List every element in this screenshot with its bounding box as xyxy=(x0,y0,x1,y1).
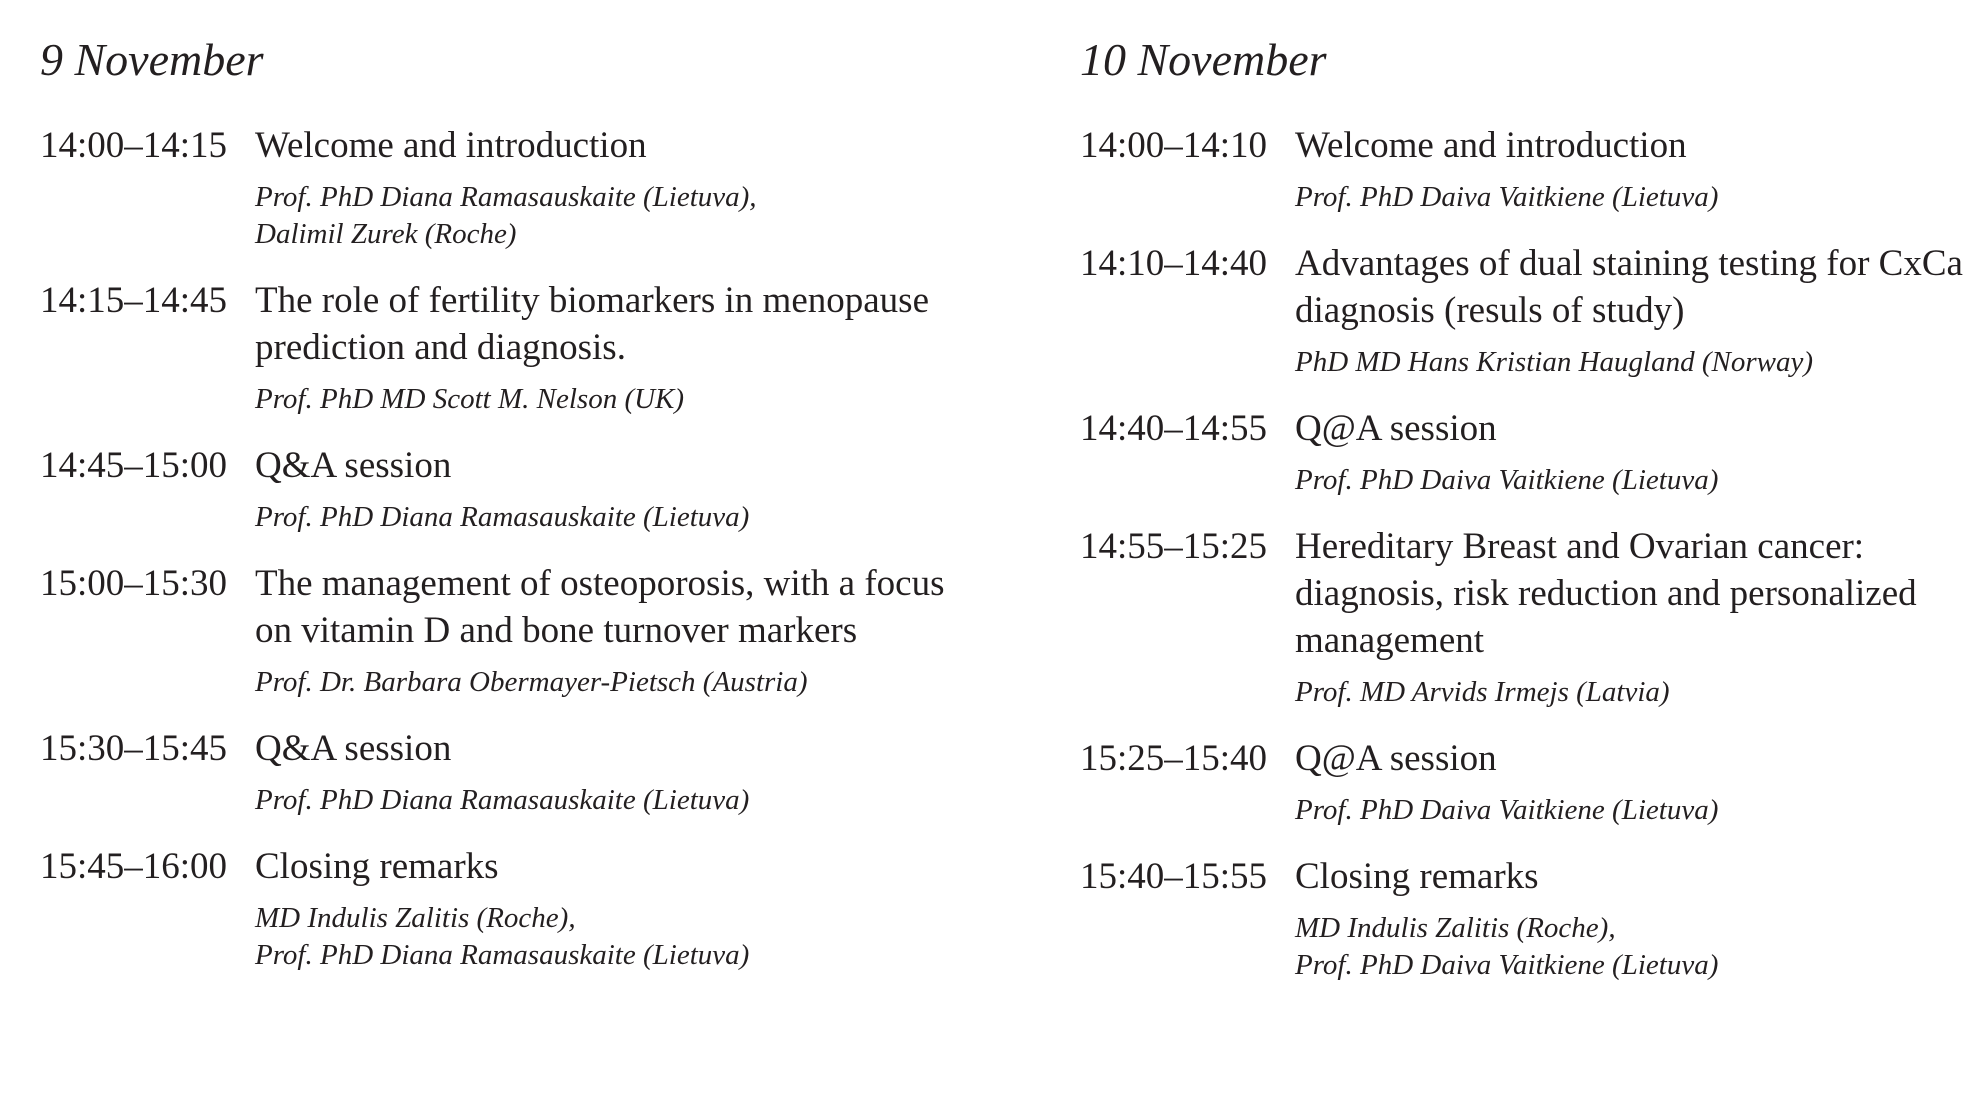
session-row xyxy=(40,442,980,536)
session-row xyxy=(1080,122,1970,216)
session-title: Advantages of dual staining testing for CxCa diagnosis (resuls of study) xyxy=(1295,243,1963,331)
session-title: The management of osteoporosis, with a focus on vitamin D and bone turnover markers xyxy=(255,563,945,651)
speaker: Prof. PhD Diana Ramasauskaite (Lietuva) xyxy=(255,501,750,533)
session-row xyxy=(40,725,980,819)
speaker: Prof. PhD Diana Ramasauskaite (Lietuva) xyxy=(255,784,750,816)
session-time: 15:45–16:00 xyxy=(40,846,228,887)
session-title: The role of fertility biomarkers in menopause prediction and diagnosis. xyxy=(255,280,930,368)
speaker: Prof. PhD Daiva Vaitkiene (Lietuva) xyxy=(1295,949,1719,981)
speaker: Prof. PhD Diana Ramasauskaite (Lietuva) xyxy=(255,939,750,971)
speaker: Prof. Dr. Barbara Obermayer-Pietsch (Austria) xyxy=(255,666,808,698)
session-row xyxy=(40,560,980,701)
session-time: 14:40–14:55 xyxy=(1080,408,1268,449)
session-row xyxy=(1080,240,1970,381)
day-column-9-november xyxy=(40,32,980,998)
session-title: Welcome and introduction xyxy=(1295,125,1687,166)
session-row xyxy=(1080,523,1970,711)
session-speakers xyxy=(1295,179,1970,216)
day-title: 10 November xyxy=(1080,34,1327,85)
session-time: 14:10–14:40 xyxy=(1080,243,1268,284)
speaker: MD Indulis Zalitis (Roche), xyxy=(255,902,576,934)
session-speakers xyxy=(1295,792,1970,829)
session-time: 15:25–15:40 xyxy=(1080,738,1268,779)
speaker: Dalimil Zurek (Roche) xyxy=(255,218,517,250)
session-row xyxy=(40,843,980,974)
session-title: Welcome and introduction xyxy=(255,125,647,166)
session-time: 14:00–14:15 xyxy=(40,125,228,166)
session-speakers xyxy=(1295,462,1970,499)
session-speakers xyxy=(255,381,980,418)
session-speakers xyxy=(255,499,980,536)
session-title: Closing remarks xyxy=(255,846,499,887)
speaker: Prof. PhD Daiva Vaitkiene (Lietuva) xyxy=(1295,794,1719,826)
session-time: 14:15–14:45 xyxy=(40,280,228,321)
session-row xyxy=(1080,735,1970,829)
session-speakers xyxy=(255,900,980,974)
session-speakers xyxy=(255,664,980,701)
speaker: MD Indulis Zalitis (Roche), xyxy=(1295,912,1616,944)
speaker: Prof. PhD Diana Ramasauskaite (Lietuva), xyxy=(255,181,757,213)
day-title: 9 November xyxy=(40,34,264,85)
session-time: 14:00–14:10 xyxy=(1080,125,1268,166)
session-row xyxy=(40,277,980,418)
session-time: 14:55–15:25 xyxy=(1080,526,1268,567)
speaker: Prof. PhD Daiva Vaitkiene (Lietuva) xyxy=(1295,464,1719,496)
session-row xyxy=(1080,405,1970,499)
speaker: Prof. MD Arvids Irmejs (Latvia) xyxy=(1295,676,1670,708)
session-time: 15:30–15:45 xyxy=(40,728,228,769)
session-speakers xyxy=(1295,344,1970,381)
day-column-10-november xyxy=(1080,32,1970,1008)
speaker: Prof. PhD Daiva Vaitkiene (Lietuva) xyxy=(1295,181,1719,213)
session-speakers xyxy=(255,782,980,819)
session-time: 15:40–15:55 xyxy=(1080,856,1268,897)
speaker: PhD MD Hans Kristian Haugland (Norway) xyxy=(1295,346,1813,378)
session-speakers xyxy=(1295,674,1970,711)
session-title: Q&A session xyxy=(255,728,452,769)
session-row xyxy=(1080,853,1970,984)
session-speakers xyxy=(1295,910,1970,984)
session-title: Closing remarks xyxy=(1295,856,1539,897)
session-title: Hereditary Breast and Ovarian cancer: diagnosis, risk reduction and personalized management xyxy=(1295,526,1917,661)
session-time: 15:00–15:30 xyxy=(40,563,228,604)
session-title: Q@A session xyxy=(1295,738,1497,779)
session-title: Q&A session xyxy=(255,445,452,486)
speaker: Prof. PhD MD Scott M. Nelson (UK) xyxy=(255,383,685,415)
session-speakers xyxy=(255,179,980,253)
session-row xyxy=(40,122,980,253)
session-title: Q@A session xyxy=(1295,408,1497,449)
session-time: 14:45–15:00 xyxy=(40,445,228,486)
